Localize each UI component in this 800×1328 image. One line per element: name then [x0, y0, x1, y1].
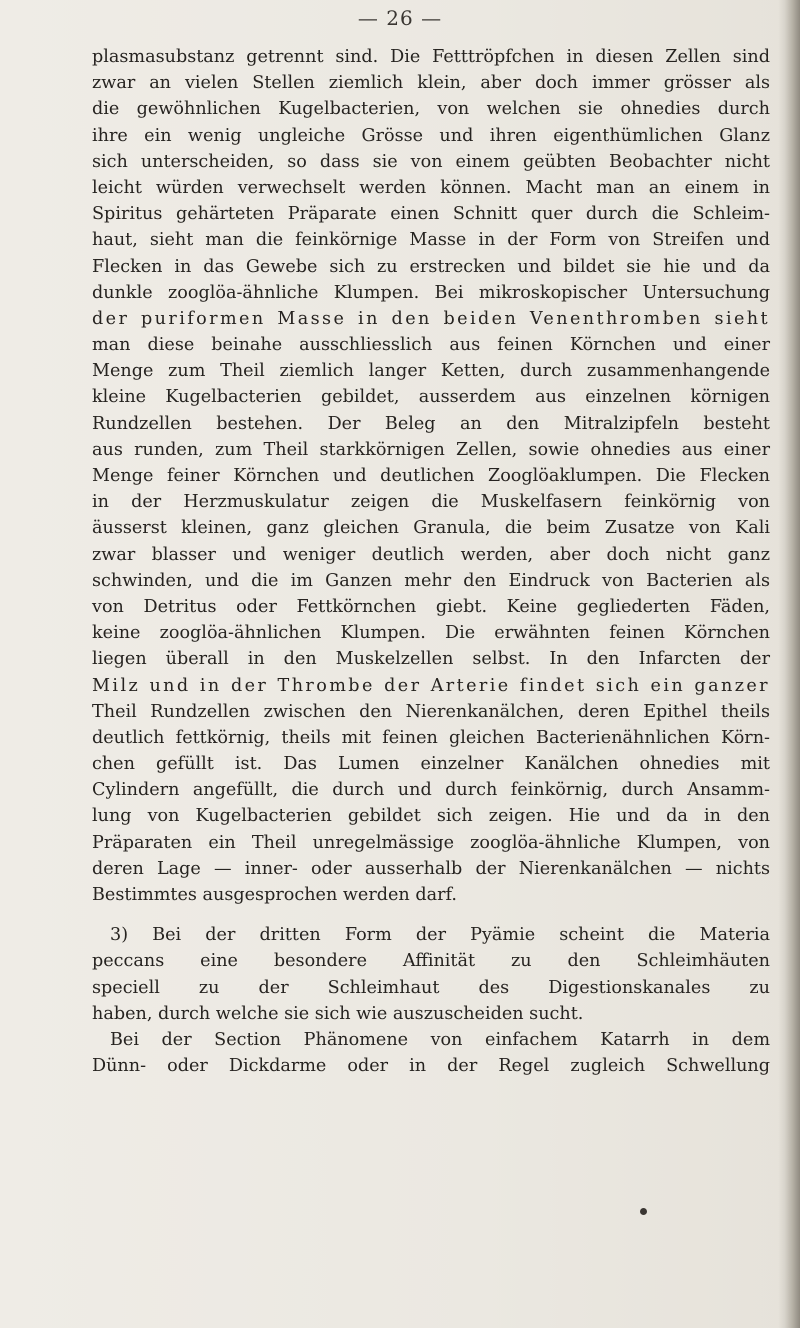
ink-dot [640, 1208, 647, 1215]
text-line: der puriformen Masse in den beiden Venenthromben sieht [92, 308, 770, 329]
text-line: peccans eine besondere Affinität zu den Schleimhäuten [92, 951, 770, 972]
text-line: zwar an vielen Stellen ziemlich klein, aber doch immer grösser als [92, 73, 770, 94]
text-line: keine zooglöa-ähnlichen Klumpen. Die erwähnten feinen Körnchen [92, 623, 770, 644]
paragraph-1 [92, 44, 770, 908]
page-number: — 26 — [357, 6, 443, 30]
text-line: Präparaten ein Theil unregelmässige zooglöa-ähnliche Klumpen, von [92, 832, 770, 853]
text-line: Rundzellen bestehen. Der Beleg an den Mitralzipfeln besteht [92, 413, 770, 434]
text-line: Bestimmtes ausgesprochen werden darf. [92, 885, 457, 905]
text-line: Dünn- oder Dickdarme oder in der Regel zugleich Schwellung [92, 1056, 770, 1077]
text-line: zwar blasser und weniger deutlich werden, aber doch nicht ganz [92, 544, 770, 565]
page-binding-edge [778, 0, 800, 1328]
text-line: chen gefüllt ist. Das Lumen einzelner Kanälchen ohnedies mit [92, 754, 770, 775]
text-line: deutlich fettkörnig, theils mit feinen gleichen Bacterienähnlichen Körn- [92, 727, 770, 748]
text-line: man diese beinahe ausschliesslich aus feinen Körnchen und einer [92, 335, 770, 356]
text-line: plasmasubstanz getrennt sind. Die Fetttröpfchen in diesen Zellen sind [92, 47, 770, 67]
text-line: äusserst kleinen, ganz gleichen Granula, die beim Zusatze von Kali [92, 518, 770, 539]
text-line: Milz und in der Thrombe der Arterie findet sich ein ganzer [92, 675, 770, 696]
text-line: Spiritus gehärteten Präparate einen Schnitt quer durch die Schleim- [92, 204, 770, 225]
text-line: in der Herzmuskulatur zeigen die Muskelfasern feinkörnig von [92, 492, 770, 513]
text-line: Theil Rundzellen zwischen den Nierenkanälchen, deren Epithel theils [92, 701, 770, 722]
text-line: Menge feiner Körnchen und deutlichen Zooglöaklumpen. Die Flecken [92, 466, 770, 486]
text-line: 3) Bei der dritten Form der Pyämie scheint die Materia [110, 925, 770, 946]
text-line: schwinden, und die im Ganzen mehr den Eindruck von Bacterien als [92, 570, 770, 591]
text-line: die gewöhnlichen Kugelbacterien, von welchen sie ohnedies durch [92, 99, 770, 120]
text-line: Cylindern angefüllt, die durch und durch feinkörnig, durch Ansamm- [92, 780, 770, 801]
text-line: haut, sieht man die feinkörnige Masse in der Form von Streifen und [92, 230, 770, 251]
text-line: ihre ein wenig ungleiche Grösse und ihren eigenthümlichen Glanz [92, 125, 770, 146]
text-line: aus runden, zum Theil starkkörnigen Zellen, sowie ohnedies aus einer [92, 439, 770, 460]
text-line: haben, durch welche sie sich wie auszuscheiden sucht. [92, 1003, 584, 1024]
paragraph-gap [92, 908, 770, 922]
text-line: dunkle zooglöa-ähnliche Klumpen. Bei mikroskopischer Untersuchung [92, 282, 770, 303]
text-line: Bei der Section Phänomene von einfachem Katarrh in dem [110, 1029, 770, 1050]
text-line: speciell zu der Schleimhaut des Digestionskanales zu [92, 977, 770, 998]
paragraph-3 [92, 1027, 770, 1079]
text-line: kleine Kugelbacterien gebildet, ausserdem aus einzelnen körnigen [92, 387, 770, 408]
text-line: sich unterscheiden, so dass sie von einem geübten Beobachter nicht [92, 151, 770, 172]
body-text [92, 44, 770, 1079]
text-line: Flecken in das Gewebe sich zu erstrecken und bildet sie hie und da [92, 256, 770, 277]
text-line: Menge zum Theil ziemlich langer Ketten, durch zusammenhangende [92, 361, 770, 382]
text-line: lung von Kugelbacterien gebildet sich zeigen. Hie und da in den [92, 806, 770, 827]
paragraph-2 [92, 922, 770, 1027]
text-line: leicht würden verwechselt werden können. Macht man an einem in [92, 177, 770, 198]
text-line: liegen überall in den Muskelzellen selbst. In den Infarcten der [92, 649, 770, 670]
text-line: deren Lage — inner- oder ausserhalb der Nierenkanälchen — nichts [92, 858, 770, 879]
text-line: von Detritus oder Fettkörnchen giebt. Keine gegliederten Fäden, [92, 596, 770, 617]
